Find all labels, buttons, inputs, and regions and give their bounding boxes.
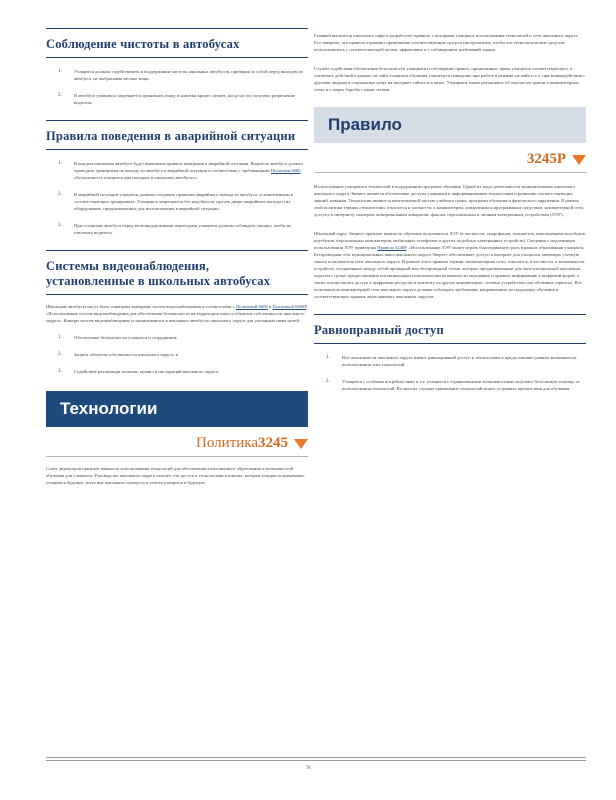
footer-line — [46, 757, 586, 758]
section-title: Равноправный доступ — [314, 323, 444, 337]
video-list — [46, 334, 308, 375]
equal-access-list — [314, 354, 586, 392]
list-item: 3. При остановке автобуса перед железнодорожными переездами учащиеся должны соблюдать тишину, чтобы не отвлекать водителя. — [58, 223, 292, 235]
section-cleanliness — [46, 28, 308, 106]
footer-line — [46, 760, 586, 761]
divider — [46, 294, 308, 295]
video-paragraph: Школьные автобусы могут быть оснащены камерами систем видеонаблюдения в соответствии с Политикой 6600 и Политикой 6600Р, «Использование систем видеонаблюдения для обеспечения безопасности на территории школ и объектов собственности школьного округа». Камеры систем видеонаблюдения устанавливаются в школьных автобусах школьного округа для указанных ниже целей: — [46, 304, 308, 323]
list-item: 1. Обеспечение безопасности учащихся и сотрудников; — [58, 335, 178, 340]
cleanliness-list — [46, 68, 308, 106]
right-column — [314, 28, 586, 402]
page-number: 78 — [305, 766, 311, 771]
list-item: 2. Учащиеся с особыми потребностями и т.ч. учащиеся с ограниченными возможностями получают бесплатную помощь от использования технологий. Во многих случаях применение технологий может устранить препятствия для обучения. — [326, 379, 580, 391]
intro-paragraph: Главный инспектор школьного округа разработает правила, с которыми учащихся использования технологий и сети школьного округа. Его заверено, что правила отражают применение соответствующих средств инструментов, чтобы эти технологические средства использовались с соответствующей целью, эффективно и с соблюдением требований закона. — [314, 33, 579, 52]
triangle-down-icon — [294, 439, 308, 449]
list-item: 2. В аварийной ситуации учащиеся должны следовать правилам аварийного выхода из автобуса, установленным в соответствующих тренировках. Учащимся запрещается без надобности трогать двери аварийного выхода и их оборудование, предназначенное для использования в аварийной ситуации. — [58, 192, 294, 211]
policy-link[interactable]: Политикой 6600 — [235, 304, 268, 309]
section-emergency — [46, 120, 308, 236]
rule-paragraph: Школьный округ Эверетт признает важность обучения пользоваться ЛЭУ (в частности, смартфонов, планшетов, персональных ноутбуков, ноутбуков, персональных компьютеров, мобильных телефонов и других подобных электронных устройств). Сведения о надлежащем использовании ЛЭУ приведены Правила 3246Р, «Использование ЛЭУ может играть благоприятную роль в рамках образования учащихся. Беспроводная сеть муниципальных школ школьного округа Эверетт обеспечивает доступ в интернет для учащихся, имеющих учетную запись пользователя сети школьного округа. В рамках этого правила термин «компьютерная сеть» относится, в частности, к возможности устройств, соединенных между собой проводной или беспроводной сетью, которые предназначенные для эксплуатационной школьным округом с целью предоставления потенциальным пользователям возможности передавать и хранить информацию в цифровой форме, а также осуществлять доступ к цифровым ресурсам и контенту на других компьютерах, сетевых устройствах или облачных сервисах. Все пользователи компьютерной сети школьного округа должны соблюдать требования, направленные на поддержку обучения и соответствующие задачам, выполняемых школьным округом. — [314, 231, 586, 299]
list-item: 1. Учащиеся должны содействовать в поддержании чистоты школьных автобусов, прибирая за собой перед выходом из автобуса, не выбрасывая мелкие вещи. — [58, 69, 304, 81]
rule-number: 3245Р — [526, 151, 566, 167]
policy-link[interactable]: Политикой 6600Р — [272, 304, 307, 309]
policy-number: Политика3245 — [196, 435, 288, 451]
divider — [314, 172, 586, 173]
rule-band: Правило — [314, 107, 586, 143]
list-item: 3. Содействие реализации политик, правил и инструкций школьного округа. — [58, 369, 220, 374]
divider — [314, 343, 586, 344]
technology-block — [46, 391, 308, 486]
technology-band: Технологии — [46, 391, 308, 427]
triangle-down-icon — [572, 155, 586, 165]
section-title: Соблюдение чистоты в автобусах — [46, 37, 240, 51]
list-item: 2. В автобусе учащимся запрещается принимать пищу и напитки кроме случаев, когда на это получено разрешение водителя. — [58, 93, 295, 105]
left-column — [46, 28, 308, 494]
section-video — [46, 250, 308, 375]
section-title: Правила поведения в аварийной ситуации — [46, 129, 296, 143]
divider — [46, 57, 308, 58]
list-item: 1. Все пользователи школьного округа имеют равноправный доступ к технологиям и предоставляют равные возможности использования этих технологий. — [326, 355, 577, 367]
intro-paragraph: Служба содействия обеспечения безопасности учащимся и соблюдение правил, пронизанные, права учащихся соответствующего, в этических действий в рамках он-лайн учащихся обучения учащемуся поведение при работе в режиме он-лайн и т.п. при взаимодействии с другими людьми в социальных сетях на интернет-сайтах и в чатах. Учащимся также разъясняют об опасности травли в компьютерных сетях и о мерах борьбы с ними сетями. — [314, 66, 586, 92]
technology-paragraph: Совет директоров признает важность использования технологий для обеспечения качественного образования и возможностей обучения для учащихся. Руководство школьного округа считает, что доступ к технологиям в школах, которые учащиеся применяют, учащимся будущее, всего вне школьного процесса и успеха учащихся в будущем. — [46, 466, 305, 485]
section-equal-access — [314, 314, 586, 392]
divider — [46, 456, 308, 457]
policy-number-row — [46, 427, 308, 456]
list-item: 1. В каждом школьном автобусе будут вывешены правила поведения в аварийной ситуации. Водитель автобуса должен проводить тренировки по выходу из автобуса в аварийной ситуации в соответствии с требованиями Политики 6600, «Безопасность учащихся при поездках в школьных автобусах». — [58, 161, 303, 180]
policy-link[interactable]: Политики 6600 — [270, 168, 301, 173]
emergency-list — [46, 160, 308, 236]
rule-link[interactable]: Правила 3246Р — [377, 245, 407, 250]
rule-paragraph: Использование учащимися технологий в поддержании программ обучения. Одной из задач деятельности муниципальных школьного школьного округа Эверетт является обеспечение доступа учащимся к информационным технологиям и развитию соответствующих знаний, навыков. Технологии являются неотъемлемой частью учебного плана, программ обучения и физического окружения. В рамках этой политики термин «технологии» относится к частности, к компьютерам, аппаратным и программным средствам, компьютерной сети, доступу к интернету, сканерам, копировальным аппаратам, факсам, персональным и личным электронным устройствам (ЛЭУ). — [314, 184, 584, 217]
rule-number-row — [314, 143, 586, 172]
section-title: Системы видеонаблюдения, установленные в школьных автобусах — [46, 259, 271, 288]
divider — [46, 149, 308, 150]
list-item: 2. Защита объектов собственности школьного округа; и — [58, 352, 179, 357]
